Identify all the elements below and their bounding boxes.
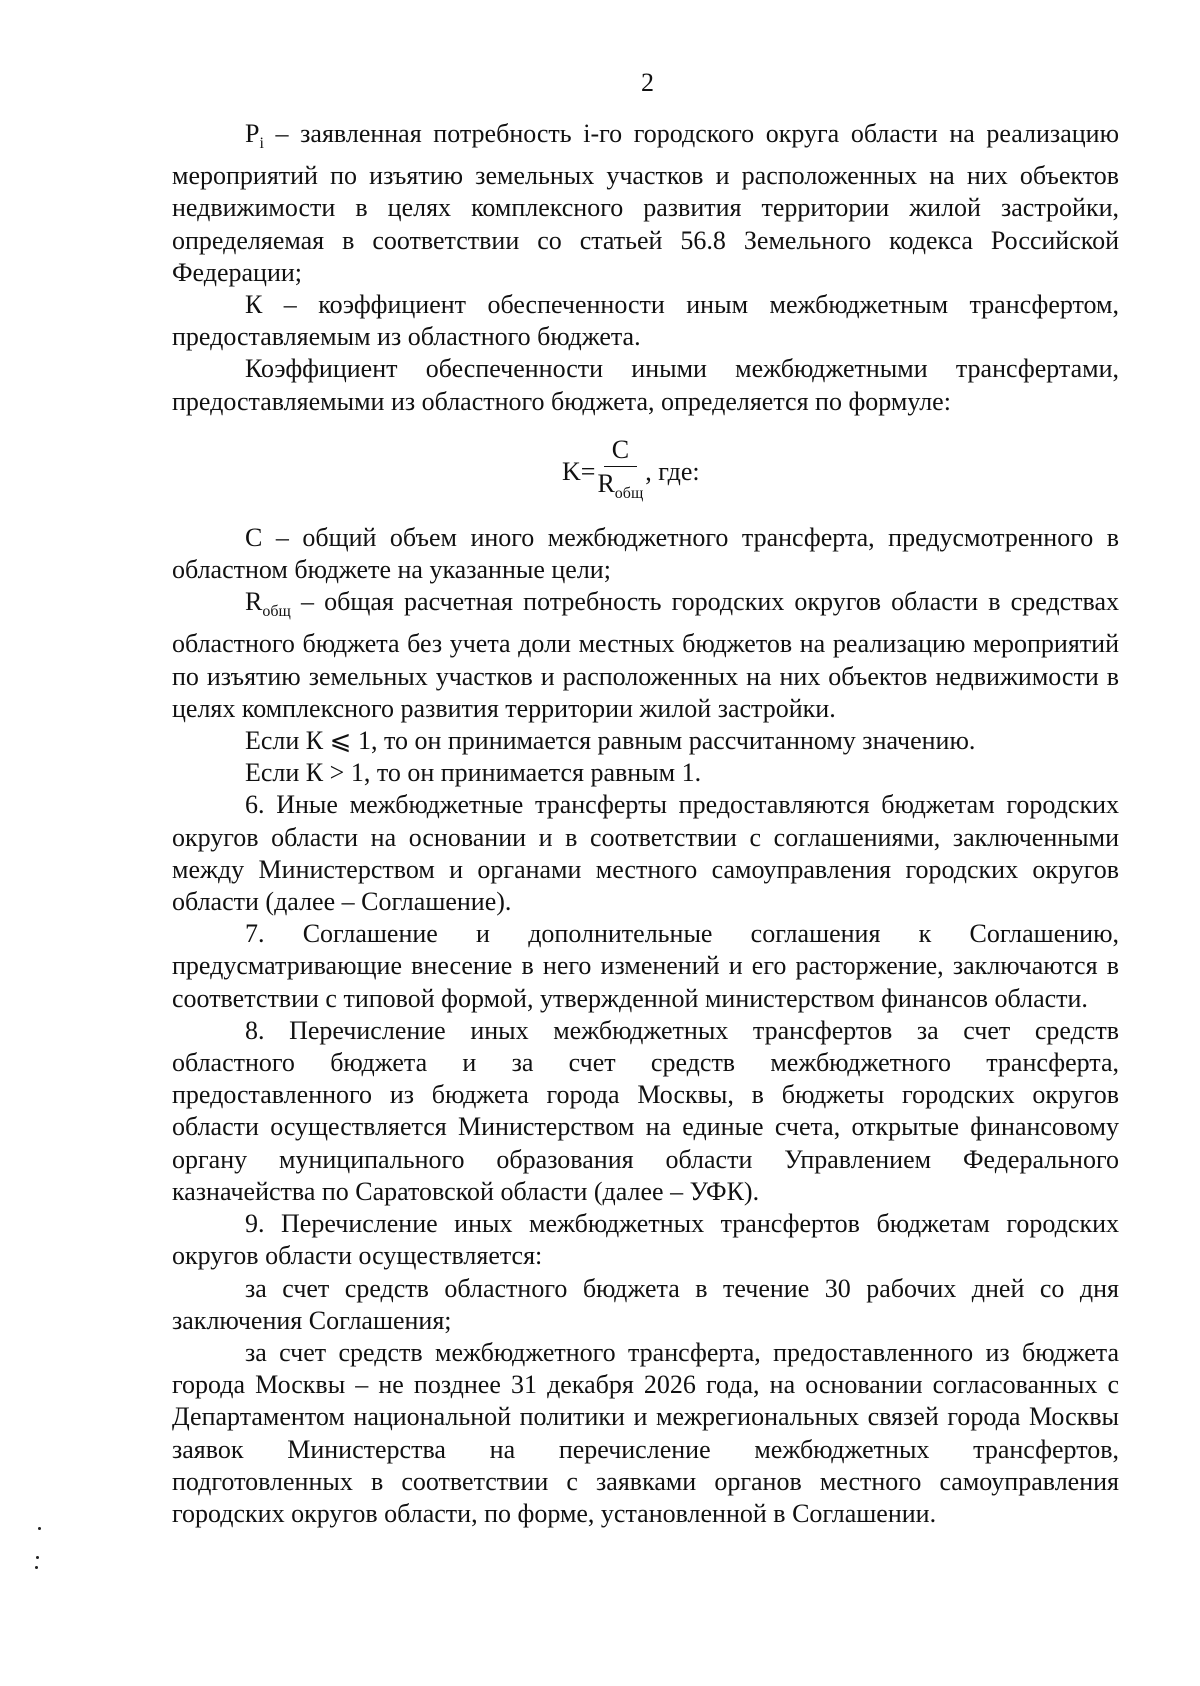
formula-denominator-subscript: общ (614, 484, 644, 502)
paragraph-item-8: 8. Перечисление иных межбюджетных трансфертов за счет средств областного бюджета и за счет средств межбюджетного трансферта, предоставленного из бюджета города Москвы, в бюджеты городских округов области осуществляется Министерством на единые счета, открытые финансовому органу муниципального образования области Управлением Федерального казначейства по Саратовской области (далее – УФК). (172, 1015, 1119, 1206)
scan-speck (38, 1527, 41, 1530)
symbol-p: P (245, 119, 260, 148)
document-body (172, 118, 1119, 1530)
paragraph-item-9: 9. Перечисление иных межбюджетных трансфертов бюджетам городских округов области осуществляется: (172, 1209, 1119, 1271)
symbol-p-subscript: i (259, 135, 264, 152)
scan-speck (36, 1556, 39, 1559)
paragraph-k-gt-1: Если К > 1, то он принимается равным 1. (245, 758, 702, 788)
formula-numerator: C (604, 436, 637, 467)
formula (562, 436, 700, 508)
paragraph-item-7: 7. Соглашение и дополнительные соглашения к Соглашению, предусматривающие внесение в него изменений и его расторжение, заключаются в соответствии с типовой формой, утвержденной министерством финансов области. (172, 919, 1119, 1013)
paragraph-item-6: 6. Иные межбюджетные трансферты предоставляются бюджетам городских округов области на основании и в соответствии с соглашениями, заключенными между Министерством и органами местного самоуправления городских округов области (далее – Соглашение). (172, 790, 1119, 917)
formula-fraction (597, 436, 643, 508)
paragraph-k-definition: К – коэффициент обеспеченности иным межбюджетным трансфертом, предоставляемым из областного бюджета. (172, 290, 1119, 352)
formula-lhs: K= (562, 456, 596, 486)
formula-suffix: , где: (645, 456, 700, 486)
symbol-r-subscript: общ (262, 603, 291, 621)
paragraph-k-le-1: Если К ⩽ 1, то он принимается равным рассчитанному значению. (245, 726, 976, 756)
page-number: 2 (641, 68, 654, 97)
paragraph-r-definition (172, 586, 1119, 725)
paragraph-pi-definition (172, 118, 1119, 289)
paragraph-coefficient-intro: Коэффициент обеспеченности иными межбюджетными трансфертами, предоставляемыми из областного бюджета, определяется по формуле: (172, 354, 1119, 416)
formula-denominator-base: R (597, 468, 615, 498)
paragraph-c-definition: С – общий объем иного межбюджетного трансферта, предусмотренного в областном бюджете на указанные цели; (172, 522, 1119, 585)
paragraph-item-9-moscow: за счет средств межбюджетного трансферта, предоставленного из бюджета города Москвы – не позднее 31 декабря 2026 года, на основании согласованных с Департаментом национальной политики и межрегиональных связей города Москвы заявок Министерства на перечисление межбюджетных трансфертов, подготовленных в соответствии с заявками органов местного самоуправления городских округов области, по форме, установленной в Соглашении. (172, 1337, 1119, 1528)
symbol-r: R (245, 587, 263, 617)
paragraph-item-9-regional: за счет средств областного бюджета в течение 30 рабочих дней со дня заключения Соглашения; (172, 1273, 1119, 1335)
paragraph-text: – общая расчетная потребность городских округов области в средствах областного бюджета без учета доли местных бюджетов на реализацию мероприятий по изъятию земельных участков и расположенных на них объектов недвижимости в целях комплексного развития территории жилой застройки. (172, 587, 1119, 723)
formula-block (172, 418, 1119, 522)
paragraph-text: – заявленная потребность i-го городского округа области на реализацию мероприятий по изъятию земельных участков и расположенных на них объектов недвижимости в целях комплексного развития территории жилой застройки, определяемая в соответствии со статьей 56.8 Земельного кодекса Российской Федерации; (172, 119, 1119, 287)
scan-speck (35, 1566, 38, 1569)
formula-denominator (597, 467, 643, 508)
